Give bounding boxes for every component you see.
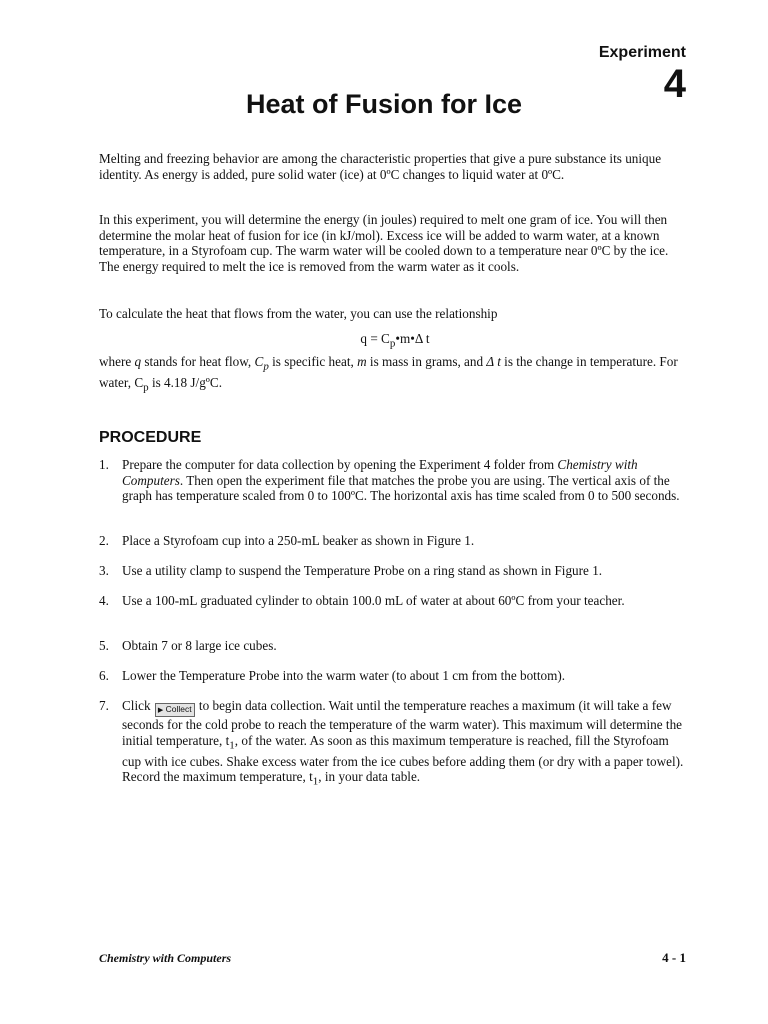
experiment-number: 4 (663, 62, 686, 106)
intro-paragraph-4: where q stands for heat flow, $C_p$ is specific heat, m is mass in grams, and Δ t is the change in temperature. For water, $C_p$ is 4.18 J/gºC. (99, 354, 678, 394)
collect-button[interactable]: ▶ Collect (155, 703, 195, 717)
procedure-heading: PROCEDURE (99, 429, 202, 446)
procedure-step-3: 3. Use a utility clamp to suspend the Temperature Probe on a ring stand as shown in Figure 1. (99, 563, 603, 578)
procedure-step-2: 2. Place a Styrofoam cup into a 250-mL beaker as shown in Figure 1. (99, 533, 475, 548)
procedure-step-7: 7. Click ▶ Collect to begin data collection. Wait until the temperature reaches a maximum (it will take a few seconds for the cold probe to reach the temperature of the warm water). This maximum will determine the initial temperature, $t_1$, of the water. As soon as this maximum temperature is reached, fill the Styrofoam cup with ice cubes. Shake excess water from the ice cubes before adding them (or dry with a paper towel). Record the maximum temperature, $t_1$, in your data table. (99, 698, 684, 788)
heat-formula: $q = C_p•m•\Delta$ t (360, 331, 430, 350)
intro-paragraph-1: Melting and freezing behavior are among the characteristic properties that give a pure substance its unique identity. As energy is added, pure solid water (ice) at 0ºC changes to liquid water at 0ºC. (99, 151, 662, 182)
procedure-step-6: 6. Lower the Temperature Probe into the warm water (to about 1 cm from the bottom). (99, 668, 566, 683)
play-icon: ▶ (157, 707, 164, 714)
intro-paragraph-2: In this experiment, you will determine the energy (in joules) required to melt one gram of ice. You will then determine the molar heat of fusion for ice (in kJ/mol). Excess ice will be added to warm water, at a known temperature, in a Styrofoam cup. The warm water will be cooled down to a temperature near 0ºC by the ice. The energy required to melt the ice is removed from the warm water as it cools. (99, 212, 669, 274)
experiment-label: Experiment (598, 44, 686, 61)
procedure-step-1: 1. Prepare the computer for data collection by opening the Experiment 4 folder from Chemistry with Computers. Then open the experiment file that matches the probe you are using. The vertical axis of the graph has temperature scaled from 0 to 100ºC. The horizontal axis has time scaled from 0 to 500 seconds. (99, 457, 680, 503)
footer-book-title: Chemistry with Computers (99, 951, 232, 965)
procedure-step-4: 4. Use a 100-mL graduated cylinder to obtain 100.0 mL of water at about 60ºC from your teacher. (99, 593, 625, 608)
intro-paragraph-3: To calculate the heat that flows from the water, you can use the relationship (99, 306, 498, 321)
page-title: Heat of Fusion for Ice (245, 89, 523, 119)
procedure-step-5: 5. Obtain 7 or 8 large ice cubes. (99, 638, 277, 653)
footer-page-number: 4 - 1 (662, 950, 686, 965)
